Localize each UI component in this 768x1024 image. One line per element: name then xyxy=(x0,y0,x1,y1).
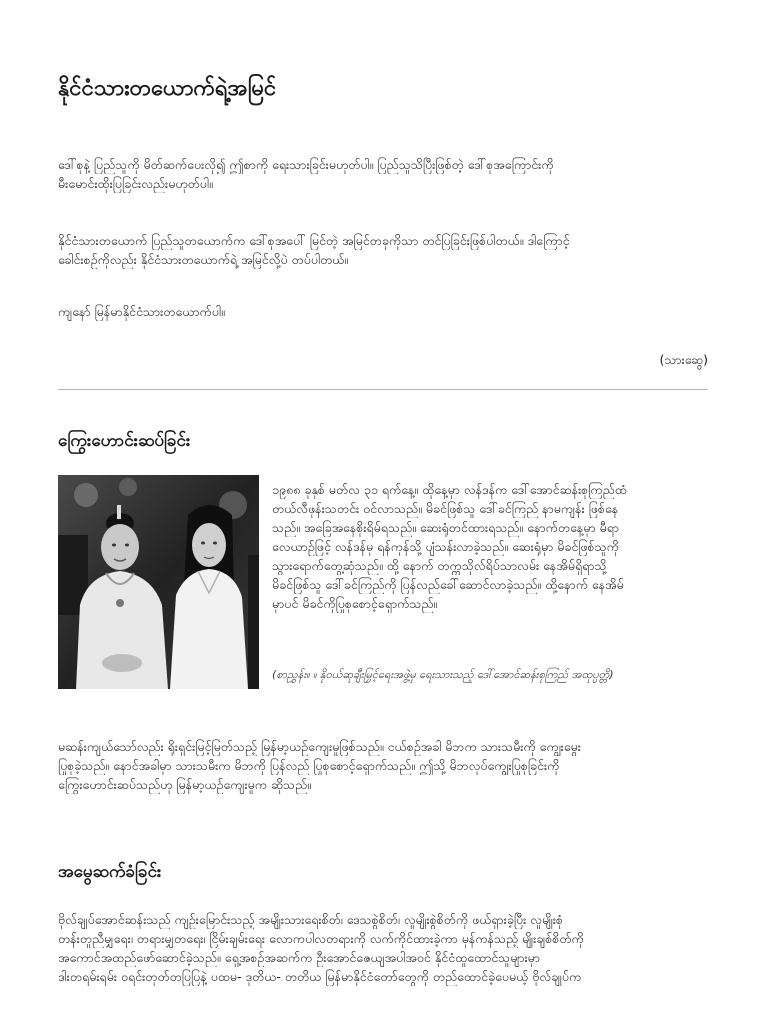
text-line: သည်။ အခြေအနေစိုးရိမ်ရသည်။ ဆေးရုံတင်ထားရသည်။ နောက်တနေ့မှာ မီရာ xyxy=(272,520,620,535)
text-line: မီးမောင်းထိုးပြခြင်းလည်းမဟုတ်ပါ။ xyxy=(58,176,213,191)
text-line: သွားရောက်တွေ့ဆုံသည်။ ထို့ နောက် တက္ကသိုလ်ရိပ်သာလမ်း နေအိမ်ရှိရာသို့ xyxy=(272,558,607,573)
text-line: နိုင်ငံသားတယောက် ပြည်သူတယောက်က ဒေါ်စုအပေါ် မြင်တဲ့ အမြင်တခုကိုသာ တင်ပြခြင်းဖြစ်ပါတယ်။ ဒါကြောင့် xyxy=(58,233,570,248)
intro-paragraph-3 xyxy=(58,302,708,321)
text-line: တန်းတူညီမျှရေး၊ တရားမျှတရေး၊ ငြိမ်းချမ်းရေး လောကပါလတရားကို လက်ကိုင်ထားခဲ့ကာ မှန်ကန်သည့် မျိုးချစ်စိတ်ကို xyxy=(58,931,584,946)
section1-photo-text xyxy=(272,480,708,613)
text-line: မှာပင် မိခင်ကိုပြုစုစောင့်ရှောက်သည်။ xyxy=(272,596,438,611)
intro-paragraph-1 xyxy=(58,155,708,193)
author-signature: (သားဆွေ) xyxy=(659,352,708,367)
section-heading-debt: ကြွေးဟောင်းဆပ်ခြင်း xyxy=(58,431,191,451)
photo-illustration xyxy=(58,475,259,689)
section-divider xyxy=(58,389,708,390)
section-heading-inheritance: အမွေဆက်ခံခြင်း xyxy=(58,862,162,882)
intro-paragraph-2 xyxy=(58,231,708,269)
text-line: ဒါးတရမ်းရမ်း ဝရင်းတုတ်တပြပြနဲ့ ပထမ- ဒုတိယ- တတိယ မြန်မာနိုင်ငံတော်တွေကို တည်ထောင်ခဲ့ပေမယ့် ဗိုလ်ချုပ်က xyxy=(58,969,582,984)
section1-paragraph xyxy=(58,737,708,794)
text-line: မိခင်ဖြစ်သူ ဒေါ်ခင်ကြည်ကို ပြန်လည်ခေါ်ဆောင်လာခဲ့သည်။ ထို့နောက် နေအိမ် xyxy=(272,577,624,592)
page-title: နိုင်ငံသားတယောက်ရဲ့အမြင် xyxy=(58,76,277,101)
text-line: ပြုစုခဲ့သည်။ နောင်အခါမှာ သားသမီးက မိဘကို ပြန်လည် ပြုစုစောင့်ရှောက်သည်။ ဤသို့ မိဘလုပ်ကျွေးပြုစုခြင်းကို xyxy=(58,758,560,773)
text-line: ကျနော် မြန်မာနိုင်ငံသားတယောက်ပါ။ xyxy=(58,304,225,319)
text-line: ကြွေးဟောင်းဆပ်သည်ဟု မြန်မာ့ယဉ်ကျေးမှုက ဆိုသည်။ xyxy=(58,777,312,792)
text-line: တယ်လီဖုန်းသတင်း ဝင်လာသည်။ မိခင်ဖြစ်သူ ဒေါ်ခင်ကြည် နာမကျန်း ဖြစ်နေ xyxy=(272,501,619,516)
text-line: ၁၉၈၈ ခုနှစ် မတ်လ ၃၁ ရက်နေ့။ ထိုနေ့မှာ လန်ဒန်က ဒေါ်အောင်ဆန်းစုကြည်ထံ xyxy=(272,482,627,497)
text-line: ဒေါ်စုနဲ့ ပြည်သူကို မိတ်ဆက်ပေးလို၍ ဤစာကို ရေးသားခြင်းမဟုတ်ပါ။ ပြည်သူသိပြီးဖြစ်တဲ့ ဒေါ်စုအကြောင်းကို xyxy=(58,157,554,172)
section2-paragraph xyxy=(58,910,708,986)
text-line: လေယာဉ်ဖြင့် လန်ဒန်မှ ရန်ကုန်သို့ ပျံသန်းလာခဲ့သည်။ ဆေးရုံမှာ မိခင်ဖြစ်သူကို xyxy=(272,539,619,554)
historical-photo xyxy=(58,475,259,689)
text-line: ခေါင်းစဉ်ကိုလည်း နိုင်ငံသားတယောက်ရဲ့ အမြင်လို့ပဲ တပ်ပါတယ်။ xyxy=(58,252,349,267)
text-line: မဆန်းကျယ်သော်လည်း ရိုးရှင်းမြင့်မြတ်သည့် မြန်မာ့ယဉ်ကျေးမှုဖြစ်သည်။ ငယ်စဉ်အခါ မိဘက သားသမီးကို ကျွေးမွေး xyxy=(58,739,581,754)
source-caption: (စာညွှန်း။ ။ နိုဝယ်ဆုချီးမြှင့်ရေးအဖွဲ့မှ ရေးသားသည့် ဒေါ်အောင်ဆန်းစုကြည် အထုပ္ပတ္တိ) xyxy=(272,668,614,681)
text-line: ဗိုလ်ချုပ်အောင်ဆန်းသည် ကျဉ်းမြောင်းသည့် အမျိုးသားရေးစိတ်၊ ဒေသစွဲစိတ်၊ လူမျိုးစွဲစိတ်ကို ဖယ်ရှားခဲ့ပြီး လူမျိုးစုံ xyxy=(58,912,564,927)
text-line: အကောင်အထည်ဖော်ဆောင်ခဲ့သည်။ ရှေ့အစဉ်အဆက်က ဦးအောင်ဇေယျအပါအဝင် နိုင်ငံထူထောင်သူများမှာ xyxy=(58,950,540,965)
